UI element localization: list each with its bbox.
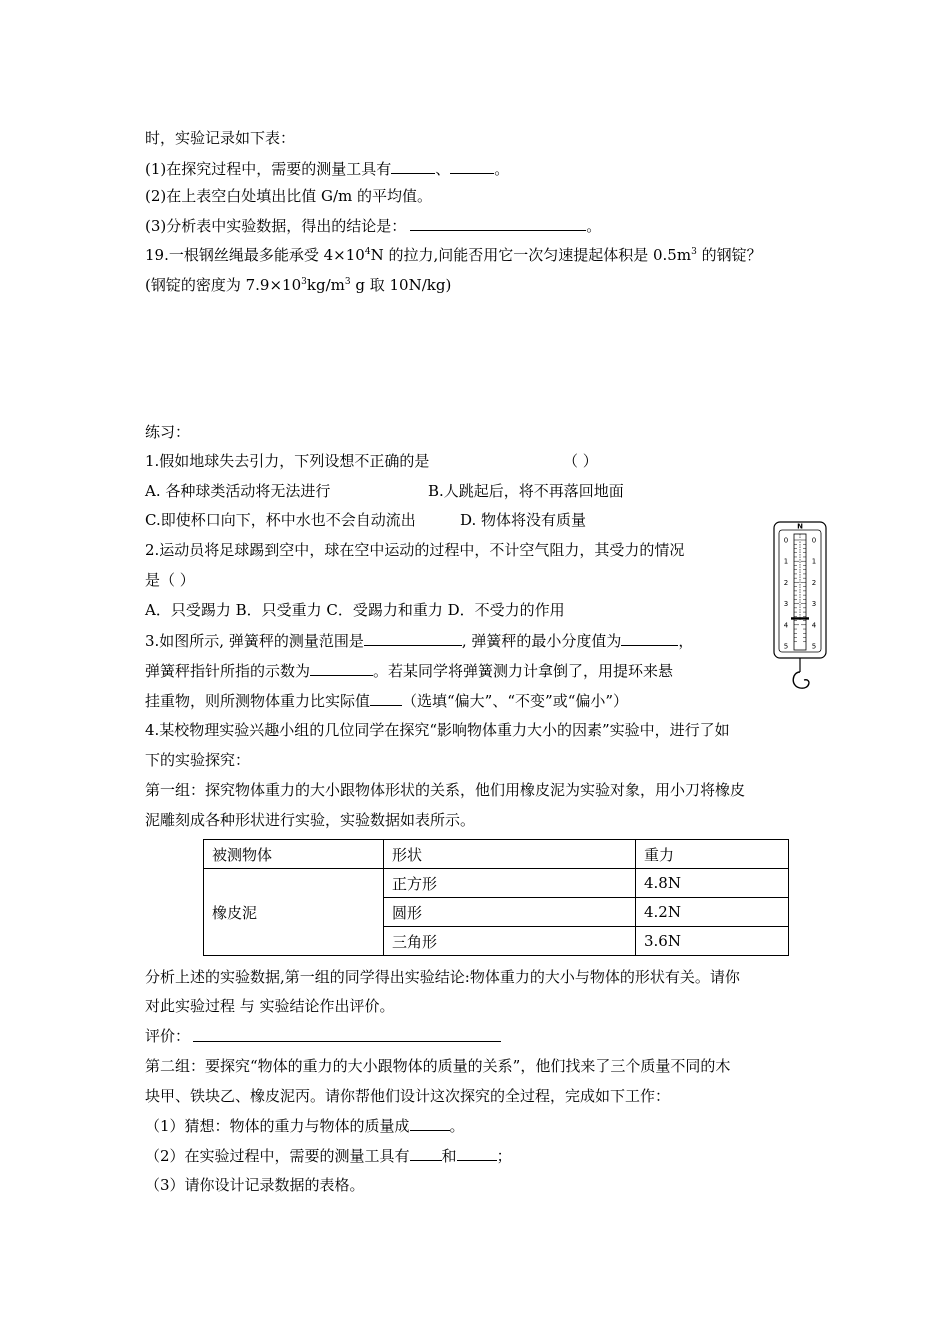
superscript: 4 [364, 247, 371, 257]
question-1-tools [145, 158, 509, 179]
table-cell: 3.6N [636, 927, 789, 956]
scale-unit: N [797, 522, 803, 531]
line-text: (2)在上表空白处填出比值 G/m 的平均值。 [145, 187, 433, 205]
tick-label: 0 [811, 536, 817, 545]
question-3-conclusion [145, 215, 601, 236]
superscript: 3 [301, 277, 307, 287]
option-c: C.即使杯口向下，杯中水也不会自动流出 [145, 511, 416, 529]
answer-paren: （ ） [563, 452, 598, 470]
table-header-row [204, 840, 789, 869]
tick-label: 1 [783, 557, 789, 566]
line-text: 时，实验记录如下表： [145, 129, 296, 147]
line-text: 下的实验探究： [145, 751, 251, 769]
line-text: , 弹簧秤的最小分度值为 [461, 632, 622, 650]
line-text: 和 [441, 1147, 457, 1165]
answer-blank[interactable] [621, 630, 678, 646]
answer-blank[interactable] [410, 1115, 450, 1131]
evaluation-answer-line[interactable] [193, 1041, 501, 1042]
line-text: 。 [449, 1117, 465, 1135]
answer-blank[interactable] [310, 660, 373, 676]
line-text: 、 [435, 160, 451, 178]
group-1-desc [145, 780, 745, 800]
line-text: 泥雕刻成各种形状进行实验，实验数据如表所示。 [145, 811, 476, 829]
evaluation-label [145, 1026, 190, 1046]
tick-label: 5 [783, 642, 789, 651]
question-19 [145, 245, 762, 265]
line-text: g 取 10N/kg) [350, 276, 452, 294]
exercise-3-cont [145, 660, 673, 681]
exercise-4 [145, 720, 730, 740]
option-b: B.人跳起后，将不再落回地面 [428, 482, 624, 500]
group-2-q2 [145, 1145, 512, 1166]
answer-blank[interactable] [450, 158, 494, 174]
group-2-desc [145, 1056, 730, 1076]
line-text: 块甲、铁块乙、橡皮泥丙。请你帮他们设计这次探究的全过程，完成如下工作： [145, 1087, 671, 1105]
section-heading [145, 422, 190, 442]
tick-label: 0 [783, 536, 789, 545]
line-text: (钢锭的密度为 7.9×10 [145, 276, 302, 294]
line-text: 1.假如地球失去引力，下列设想不正确的是 [145, 452, 430, 470]
line-text: 练习： [145, 423, 191, 441]
group-1-analysis-cont [145, 996, 395, 1016]
text-line [145, 186, 432, 206]
question-19-note [145, 275, 451, 295]
group-1-desc-cont [145, 810, 475, 830]
line-text: 是（ ） [145, 571, 195, 589]
answer-blank[interactable] [410, 1145, 442, 1161]
table-cell: 圆形 [384, 898, 636, 927]
line-text: A．只受踢力 B．只受重力 C．受踢力和重力 D．不受力的作用 [145, 601, 565, 619]
group-1-analysis [145, 967, 740, 987]
exercise-3-cont2 [145, 690, 628, 711]
line-text: kg/m [306, 276, 345, 294]
line-text: 3.如图所示, 弹簧秤的测量范围是 [145, 632, 364, 650]
exercise-2-options [145, 600, 565, 620]
line-text: N 的拉力,问能否用它一次匀速提起体积是 0.5m [370, 246, 692, 264]
exercise-2-cont [145, 570, 195, 590]
exercise-4-cont [145, 750, 250, 770]
answer-blank[interactable] [391, 158, 435, 174]
line-text: 第一组：探究物体重力的大小跟物体形状的关系，他们用橡皮泥为实验对象，用小刀将橡皮 [145, 781, 746, 799]
line-text: 4.某校物理实验兴趣小组的几位同学在探究“影响物体重力大小的因素”实验中，进行了如 [145, 721, 730, 739]
tick-label: 3 [811, 600, 817, 609]
line-text: 第二组：要探究“物体的重力的大小跟物体的质量的关系”，他们找来了三个质量不同的木 [145, 1057, 731, 1075]
option-d: D. 物体将没有质量 [460, 511, 587, 529]
exercise-1-options-ab [145, 481, 624, 501]
group-2-q1 [145, 1115, 465, 1136]
line-text: （3）请你设计记录数据的表格。 [145, 1176, 365, 1194]
line-text: ， [678, 632, 694, 650]
line-text: 。 [494, 160, 510, 178]
answer-blank[interactable] [457, 1145, 497, 1161]
text-line [145, 128, 295, 148]
hook-icon [793, 672, 809, 688]
line-text: （1）猜想：物体的重力与物体的质量成 [145, 1117, 410, 1135]
scale-pointer [791, 617, 809, 619]
line-text: 。若某同学将弹簧测力计拿倒了，用提环来悬 [373, 662, 674, 680]
table-header: 被测物体 [204, 840, 384, 869]
table-cell: 正方形 [384, 869, 636, 898]
superscript: 3 [344, 277, 351, 287]
line-text: (1)在探究过程中，需要的测量工具有 [145, 160, 392, 178]
tick-label: 4 [811, 621, 817, 630]
pointer-indicator [791, 617, 809, 619]
line-text: ； [496, 1147, 512, 1165]
table-cell-object: 橡皮泥 [204, 869, 384, 956]
line-text: 。 [586, 217, 602, 235]
exercise-2 [145, 540, 684, 560]
table-cell: 4.2N [636, 898, 789, 927]
line-text: 2.运动员将足球踢到空中，球在空中运动的过程中，不计空气阻力，其受力的情况 [145, 541, 685, 559]
line-text: 弹簧秤指针所指的示数为 [145, 662, 311, 680]
table-cell: 三角形 [384, 927, 636, 956]
line-text: 分析上述的实验数据,第一组的同学得出实验结论:物体重力的大小与物体的形状有关。请你 [145, 968, 740, 986]
table-header: 重力 [636, 840, 789, 869]
group-2-q3 [145, 1175, 365, 1195]
superscript: 3 [691, 247, 697, 257]
line-text: （2）在实验过程中，需要的测量工具有 [145, 1147, 410, 1165]
line-text: 对此实验过程 与 实验结论作出评价。 [145, 997, 395, 1015]
answer-blank[interactable] [410, 215, 586, 231]
answer-blank[interactable] [370, 690, 402, 706]
table-cell: 4.8N [636, 869, 789, 898]
tick-label: 2 [811, 578, 817, 587]
line-text: 19.一根钢丝绳最多能承受 4×10 [145, 246, 365, 264]
option-a: A. 各种球类活动将无法进行 [145, 482, 331, 500]
tick-label: 5 [811, 642, 817, 651]
line-text: 挂重物，则所测物体重力比实际值 [145, 692, 371, 710]
tick-label: 3 [783, 600, 789, 609]
answer-blank[interactable] [364, 630, 462, 646]
tick-label: 1 [811, 557, 817, 566]
group-2-desc-cont [145, 1086, 670, 1106]
tick-label: 4 [783, 621, 789, 630]
table-row [204, 869, 789, 898]
spring-scale-figure [770, 520, 830, 700]
exercise-3 [145, 630, 693, 651]
exercise-1-options-cd [145, 510, 587, 530]
line-text: 的钢锭？ [696, 246, 762, 264]
table-header: 形状 [384, 840, 636, 869]
tick-label: 2 [783, 578, 789, 587]
shape-weight-table [203, 839, 789, 956]
line-text: 评价： [145, 1027, 191, 1045]
line-text: （选填“偏大”、“不变”或“偏小”） [402, 692, 629, 710]
exercise-1 [145, 451, 598, 471]
line-text: (3)分析表中实验数据，得出的结论是： [145, 217, 407, 235]
